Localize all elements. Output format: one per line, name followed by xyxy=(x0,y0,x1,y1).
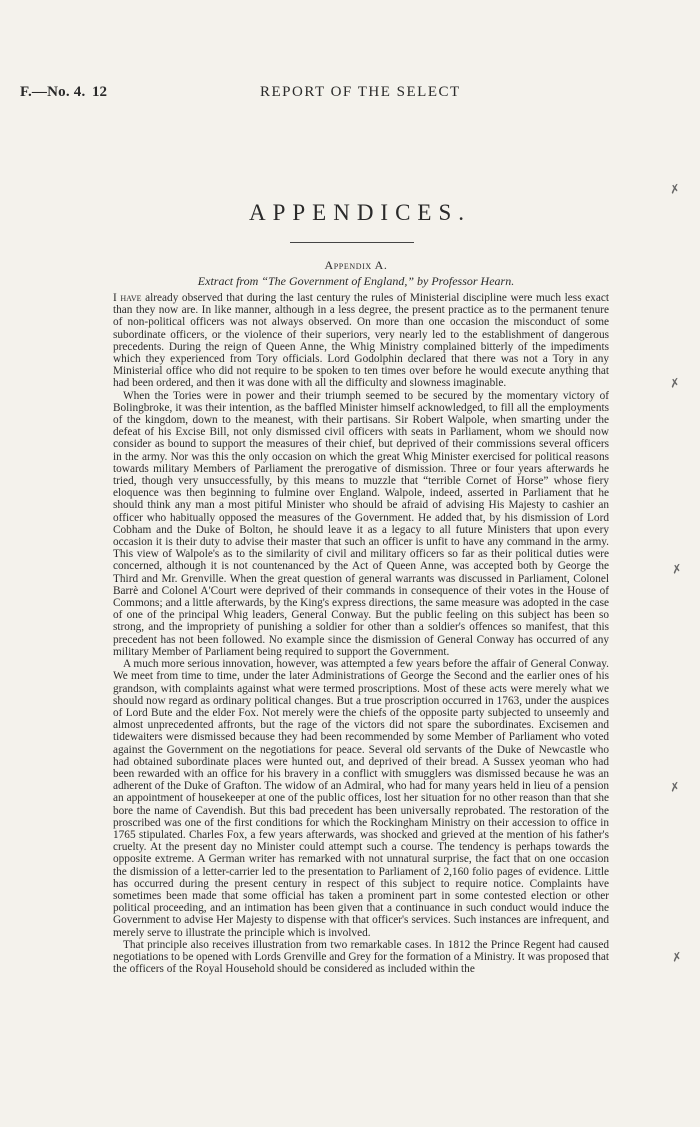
document-reference: F.—No. 4. xyxy=(20,84,86,100)
margin-mark: ✗ xyxy=(670,949,684,965)
extract-citation: Extract from “The Government of England,” by Professor Hearn. xyxy=(197,274,515,288)
paragraph-text: already observed that during the last century the rules of Ministerial discipline were much less exact than they now are. In like manner, although in a less degree, the present practice as to the permanent tenure of non-political officers was not always observed. On more than one occasion the misconduct of some subordinate officers, or the violence of their superiors, very nearly led to the establishment of dangerous precedents. During the reign of Queen Anne, the Whig Ministry complained bitterly of the impediments which they experienced from Tory officials. Lord Godolphin declared that there was not a Tory in any Ministerial office who did not require to be spoken to ten times over before he would execute anything that had been ordered, and then it was done with all the difficulty and slowness imaginable. xyxy=(113,292,609,390)
paragraph xyxy=(113,939,609,976)
title-rule xyxy=(290,242,414,243)
paragraph-lead: I have xyxy=(113,292,142,304)
paragraph-text: When the Tories were in power and their triumph seemed to be secured by the momentary victory of Bolingbroke, it was their intention, as the baffled Minister himself acknowledged, to fill all the employments of the kingdom, down to the meanest, with their partisans. Sir Robert Walpole, when smarting under the defeat of his Excise Bill, not only dismissed civil officers with seats in Parliament, whom we should now consider as bound to support the measures of their chief, but deprived of their commissions several officers in the army. Nor was this the only occasion on which the great Whig Minister exercised for political reasons towards military Members of Parliament the prerogative of dismission. Three or four years afterwards he tried, though very unsuccessfully, by this means to muzzle that “terrible Cornet of Horse” whose fiery eloquence was then beginning to fulmine over England. Walpole, indeed, asserted in Parliament that he should think any man a most pitiful Minister who should be afraid of advising His Majesty to cashier an officer who habitually opposed the measures of the Government. He added that, by his dismission of Lord Cobham and the Duke of Bolton, he should leave it as a legacy to all future Ministers that upon every occasion it is their duty to advise their master that such an officer is unfit to have any command in the army. This view of Walpole's as to the similarity of civil and military officers so far as their political duties were concerned, although it is not countenanced by the Act of Queen Anne, was accepted both by George the Third and Mr. Grenville. When the great question of general warrants was discussed in Parliament, Colonel Barrè and Colonel A'Court were deprived of their commands in consequence of their votes in the House of Commons; and a little afterwards, by the King's express directions, the same measure was adopted in the case of one of the principal Whig leaders, General Conway. But the public feeling on this subject has been so strong, and the impropriety of punishing a soldier for other than a soldier's offences so manifest, that this precedent has not been followed. No example since the dismission of General Conway has occurred of any military Member of Parliament being required to support the Government. xyxy=(113,389,609,658)
paragraph xyxy=(113,390,609,658)
appendices-title: APPENDICES. xyxy=(248,200,472,225)
margin-mark: ✗ xyxy=(670,561,684,577)
margin-mark: ✗ xyxy=(668,181,682,197)
paragraph xyxy=(113,292,609,390)
paragraph xyxy=(113,658,609,939)
page-header xyxy=(0,84,700,104)
body-text xyxy=(113,292,609,975)
paragraph-text: That principle also receives illustration from two remarkable cases. In 1812 the Prince Regent had caused negotiations to be opened with Lords Grenville and Grey for the formation of a Ministry. It was proposed that the officers of the Royal Household should be considered as included within the xyxy=(113,938,609,976)
paragraph-text: A much more serious innovation, however, was attempted a few years before the affair of General Conway. We meet from time to time, under the later Administrations of George the Second and the earlier ones of his grandson, with complaints against what were termed proscriptions. Most of these acts were merely what we should now regard as ordinary political changes. But a true proscription occurred in 1763, under the auspices of Lord Bute and the elder Fox. Not merely were the chiefs of the opposite party subjected to unseemly and almost unprecedented affronts, but the rage of the victors did not spare the subordinates. Excisemen and tidewaiters were dismissed because they had been recommended by some Member of Parliament who voted against the Government on the negotiations for peace. Several old servants of the Duke of Newcastle who had obtained subordinate places were hunted out, and deprived of their bread. A Sussex yeoman who had been rewarded with an office for his bravery in a conflict with smugglers was dismissed because he was an adherent of the Duke of Grafton. The widow of an Admiral, who had for many years held in lieu of a pension an appointment of housekeeper at one of the public offices, lost her situation for no other reason than that she bore the name of Cavendish. But this bad precedent has been universally reprobated. The restoration of the proscribed was one of the first conditions for which the Rockingham Ministry on their accession to office in 1765 stipulated. Charles Fox, a few years afterwards, was shocked and grieved at the mention of his father's cruelty. At the present day no Minister could attempt such a course. The tendency is perhaps towards the opposite extreme. A German writer has remarked with not unnatural surprise, the fact that on one occasion the dismission of a letter-carrier led to the presentation to Parliament of 2,160 folio pages of evidence. Little has occurred during the present century in respect of this subject to require notice. Complaints have sometimes been made that some official has taken a prominent part in some contested election or other political proceeding, and an intimation has been given that a continuance in such conduct would induce the Government to advise Her Majesty to dispense with that officer's services. Such instances are infrequent, and merely serve to illustrate the principle which is involved. xyxy=(113,658,609,939)
margin-mark: ✗ xyxy=(668,779,682,795)
running-head: REPORT OF THE SELECT xyxy=(260,84,461,100)
page-number: 12 xyxy=(92,84,107,100)
appendix-label: Appendix A. xyxy=(324,258,388,272)
margin-mark: ✗ xyxy=(668,375,682,391)
